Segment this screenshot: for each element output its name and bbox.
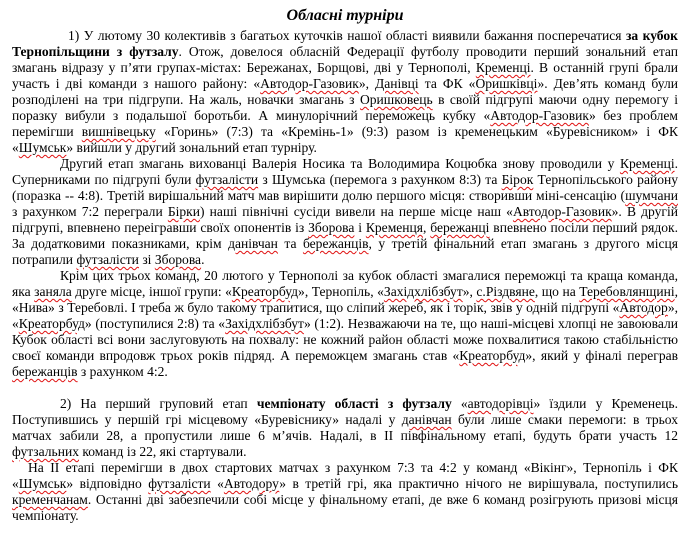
text-run: » (1:2). Незважаючи на те, що наші-місцеві хлопці не завоювали Кубок області всі вони заслуговують на похвалу: не кожний район області може похвалитися такою стабільністю своєї команди впродовж трьох років підряд. А переможцем змагань став « <box>12 316 679 363</box>
spellcheck-word: Західхлібзбут <box>225 316 304 331</box>
spellcheck-word: Автодору <box>223 476 280 491</box>
spellcheck-word: футзалісти <box>148 476 211 491</box>
spellcheck-word: Кременця <box>365 220 424 235</box>
text-run: », Тернопіль, « <box>298 284 384 299</box>
text-run: команд із 22, які стартували. <box>79 444 247 459</box>
spellcheck-word: бережанців <box>302 236 369 251</box>
spellcheck-word: шумчани <box>625 188 678 203</box>
text-run: . В останній групі брали участь і дві команди з нашого району: « <box>12 60 679 91</box>
spellcheck-word: данівчан <box>401 412 452 427</box>
paragraph-1 <box>12 28 678 156</box>
text-run: », <box>462 284 477 299</box>
spellcheck-word: Зборова <box>308 220 355 235</box>
spellcheck-word: Автодор-Газовик <box>512 204 612 219</box>
text-run: » в третій грі, яка практично нічого не вирішувала, поступились <box>279 476 679 491</box>
text-run: зі <box>138 252 155 267</box>
text-run: », <box>358 76 376 91</box>
paragraph-3 <box>12 268 678 380</box>
text-run: «Горинь» (7:3) та «Кремінь-1» (9:3) разом із кременецьким «Буревісником» і ФК « <box>12 124 678 155</box>
spellcheck-word: Шумськ <box>18 476 67 491</box>
text-run: були лише смаки перемоги: в трьох матчах забили 28, а пропустили лише 6 м’ячів. Надалі, в ІІ півфінальному етапі, будуть брати участь 12 <box>12 412 678 443</box>
text-run: друге місце, іншої групи: « <box>71 284 232 299</box>
text-run: » без проблем перемігши <box>12 108 678 139</box>
text-run: . Отож, довелося обласній Федерації футболу проводити перший зональний етап змагань відразу у п’яти групах-містах: Бережанах, Борщові, дві у Тернополі, <box>12 44 679 75</box>
bold-text: чемпіонату області з футзалу <box>256 396 452 411</box>
text-run: », який у фіналі переграв <box>525 348 678 363</box>
text-run: « <box>451 396 468 411</box>
spellcheck-word: футзалісти <box>195 172 259 187</box>
text-run: ». Дев’ять команд були розподілені на три підгрупи. На жаль, новачки змагань з <box>12 76 678 107</box>
spellcheck-word: Бірок <box>501 172 534 187</box>
text-run: , що на <box>534 284 580 299</box>
spellcheck-word: Автодор-Газовик <box>490 108 589 123</box>
spellcheck-word: Оришківці <box>475 76 538 91</box>
spellcheck-word: бережанців <box>12 364 78 379</box>
spellcheck-word: вишнівецьку <box>81 124 156 139</box>
document-title: Обласні турніри <box>286 7 404 24</box>
spellcheck-word: Зборова <box>154 252 202 267</box>
spellcheck-word: бережанці <box>430 220 490 235</box>
spellcheck-word: Креаторбуд <box>231 284 299 299</box>
spellcheck-word: Оришковець <box>359 92 433 107</box>
text-run: « <box>210 476 224 491</box>
spellcheck-word: Автодор-Газовик <box>260 76 359 91</box>
text-run: . Суперниками по підгрупі були <box>12 156 678 187</box>
spellcheck-word: Данівці <box>375 76 419 91</box>
text-run: 2) На перший груповий етап <box>60 396 257 411</box>
text-run: », « <box>12 300 678 331</box>
paragraph-2 <box>12 156 678 268</box>
text-run: з рахунком 4:2. <box>77 364 168 379</box>
spellcheck-word: Кременці <box>619 156 675 171</box>
spellcheck-word: автодорівці <box>467 396 534 411</box>
text-run: , «Нива» з Теребовлі. І треба ж було такому трапитися, що сліпий жереб, як і торік, звів у одній підгрупі « <box>12 284 679 315</box>
spellcheck-word: Західхлібзбут <box>383 284 463 299</box>
spellcheck-word: Кременці <box>475 60 531 75</box>
spellcheck-word: Теребовлянщині <box>579 284 675 299</box>
text-run: » їздили у Кременець. Поступившись у першій грі місцевому «Буревіснику» надалі у <box>12 396 678 427</box>
spellcheck-word: заняла <box>34 284 72 299</box>
text-run: та <box>277 236 303 251</box>
text-run: ». В другій підгрупі, впевнено переігравши своїх опонентів із <box>12 204 678 235</box>
spellcheck-word: Креаторбуд <box>18 316 85 331</box>
document-body <box>12 28 678 524</box>
paragraph-4 <box>12 396 678 460</box>
spellcheck-word: Бірки <box>167 204 201 219</box>
text-run: , у третій фінальний етап змагань з другого місця потрапили <box>12 236 678 267</box>
text-run: » відповідно <box>66 476 149 491</box>
paragraph-gap <box>12 380 678 396</box>
text-run: в своїй підгрупі маючи одну перемогу і поразку вибули з подальшої боротьби. А минулорічний переможець кубку « <box>12 92 678 123</box>
paragraph-5 <box>12 460 678 524</box>
text-run: , <box>423 220 431 235</box>
spellcheck-word: с.Різдвяне <box>476 284 535 299</box>
text-run: » (поступилися 2:8) та « <box>84 316 226 331</box>
text-run: Другий етап змагань вихованці Валерія Носика та Володимира Коцюбка знову проводили у <box>60 156 620 171</box>
text-run: Тернопільського району (поразка -- 4:8). Третій вирішальний матч мав вирішити долю першого місця: створивши міні-сенсацію ( <box>12 172 679 203</box>
spellcheck-word: Автодор <box>619 300 668 315</box>
text-run: і <box>354 220 366 235</box>
text-run: впевнено посіли перший рядок. За додатковими показниками, крім <box>12 220 678 251</box>
text-run: » вийшли у другий зональний етап турніру. <box>66 140 317 155</box>
spellcheck-word: Шумськ <box>18 140 67 155</box>
text-run: ) наші північні сусіди вивели на перше місце наш « <box>200 204 513 219</box>
text-run: . Останні дві забезпечили собі місце у фінальному етапі, де вже 6 команд розігрують призові місця чемпіонату. <box>12 492 678 523</box>
text-run: з рахунком 7:2 переграли <box>12 204 168 219</box>
text-run: . <box>201 252 205 267</box>
bold-text: за кубок Тернопільщини з футзалу <box>12 28 678 59</box>
spellcheck-word: футзалісти <box>76 252 139 267</box>
text-run: 1) У лютому 30 колективів з багатьох куточків нашої області виявили бажання посперечатися <box>68 28 626 43</box>
text-run: та ФК « <box>418 76 476 91</box>
spellcheck-word: футзальних <box>12 444 79 459</box>
text-run: Крім цих трьох команд, 20 лютого у Тернополі за кубок області змагалися переможці та краща команда, яка <box>12 268 678 299</box>
spellcheck-word: Креаторбуд <box>459 348 526 363</box>
spellcheck-word: кременчанам <box>12 492 88 507</box>
text-run: з Шумська (перемога з рахунком 8:3) та <box>258 172 502 187</box>
spellcheck-word: данівчан <box>228 236 278 251</box>
text-run: На ІІ етапі перемігши в двох стартових матчах з рахунком 7:3 та 4:2 у команд «Вікінг», Тернопіль і ФК « <box>12 460 678 491</box>
